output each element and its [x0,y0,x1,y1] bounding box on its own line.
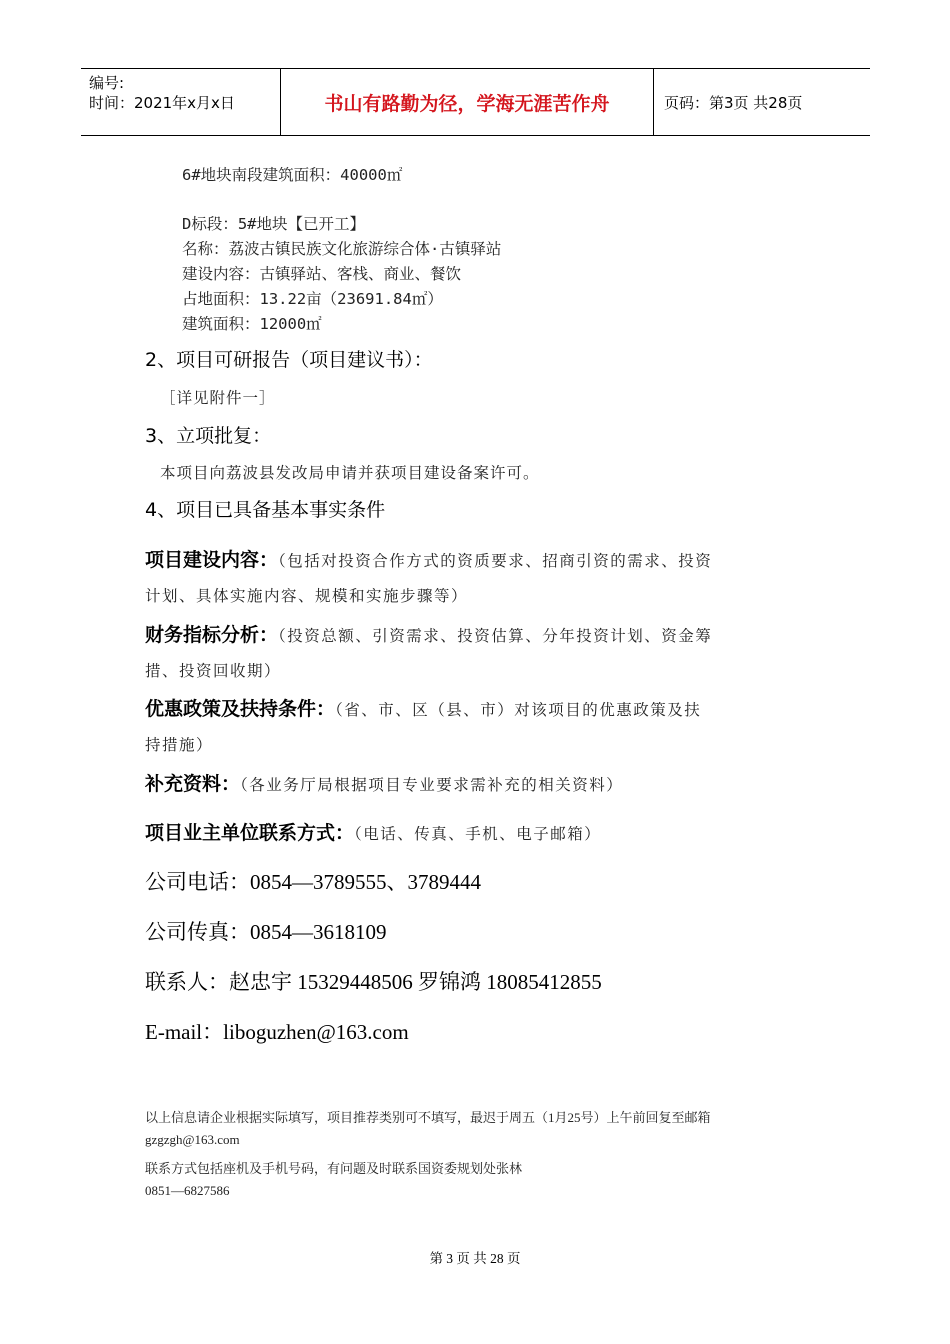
owner-note: （电话、传真、手机、电子邮箱） [354,825,602,843]
footnote-line-4: 0851—6827586 [145,1183,230,1198]
d-section: D标段：5#地块【已开工】 [182,215,365,233]
policy-item [145,694,701,721]
supplement-title: 补充资料： [145,773,241,795]
header-time: 时间：2021年x月x日 [89,94,235,112]
finance-note-2: 措、投资回收期） [145,662,282,680]
page-footer: 第 3 页 共 28 页 [429,1251,521,1266]
section-3-heading: 3、立项批复： [145,425,272,447]
company-email: E-mail：liboguzhen@163.com [145,1020,409,1044]
building-area: 建筑面积：12000㎡ [182,315,322,333]
contact-person: 联系人：赵忠宇 15329448506 罗锦鸿 18085412855 [145,970,602,994]
company-fax: 公司传真：0854—3618109 [145,920,387,944]
finance-item [145,620,712,647]
page-header [81,68,870,136]
construction-title: 项目建设内容： [145,549,279,571]
construction-note-1: （包括对投资合作方式的资质要求、招商引资的需求、投资 [278,552,713,570]
finance-note-1: （投资总额、引资需求、投资估算、分年投资计划、资金筹 [278,627,713,645]
header-motto: 书山有路勤为径，学海无涯苦作舟 [281,69,654,135]
section-4-heading: 4、项目已具备基本事实条件 [145,499,386,521]
section-2-detail: ［详见附件一］ [160,389,276,407]
construction-item [145,545,712,572]
footnote-line-3: 联系方式包括座机及手机号码，有问题及时联系国资委规划处张林 [145,1161,523,1176]
section-3-detail: 本项目向荔波县发改局申请并获项目建设备案许可。 [160,464,540,482]
policy-title: 优惠政策及扶持条件： [145,698,336,720]
section-2-heading: 2、项目可研报告（项目建议书）： [145,349,433,371]
owner-contact-item [145,818,601,845]
policy-note-2: 持措施） [145,736,214,754]
construction-content: 建设内容：古镇驿站、客栈、商业、餐饮 [182,265,462,283]
company-phone: 公司电话：0854—3789555、3789444 [145,870,481,894]
policy-note-1: （省、市、区（县、市）对该项目的优惠政策及扶 [335,701,702,719]
finance-title: 财务指标分析： [145,624,279,646]
project-name: 名称：荔波古镇民族文化旅游综合体·古镇驿站 [182,240,502,258]
plot6-south-area: 6#地块南段建筑面积：40000㎡ [182,166,403,184]
construction-note-2: 计划、具体实施内容、规模和实施步骤等） [145,587,469,605]
header-number: 编号: [89,74,125,92]
land-area: 占地面积：13.22亩（23691.84㎡） [182,290,443,308]
header-page: 页码：第3页 共28页 [664,93,803,112]
owner-title: 项目业主单位联系方式： [145,822,355,844]
supplement-note: （各业务厅局根据项目专业要求需补充的相关资料） [240,776,624,794]
header-meta [81,69,281,135]
footnote-line-1: 以上信息请企业根据实际填写，项目推荐类别可不填写，最迟于周五（1月25号）上午前回复至邮箱 [145,1110,711,1125]
footnote-line-2: gzgzgh@163.com [145,1132,240,1147]
supplement-item [145,769,623,796]
